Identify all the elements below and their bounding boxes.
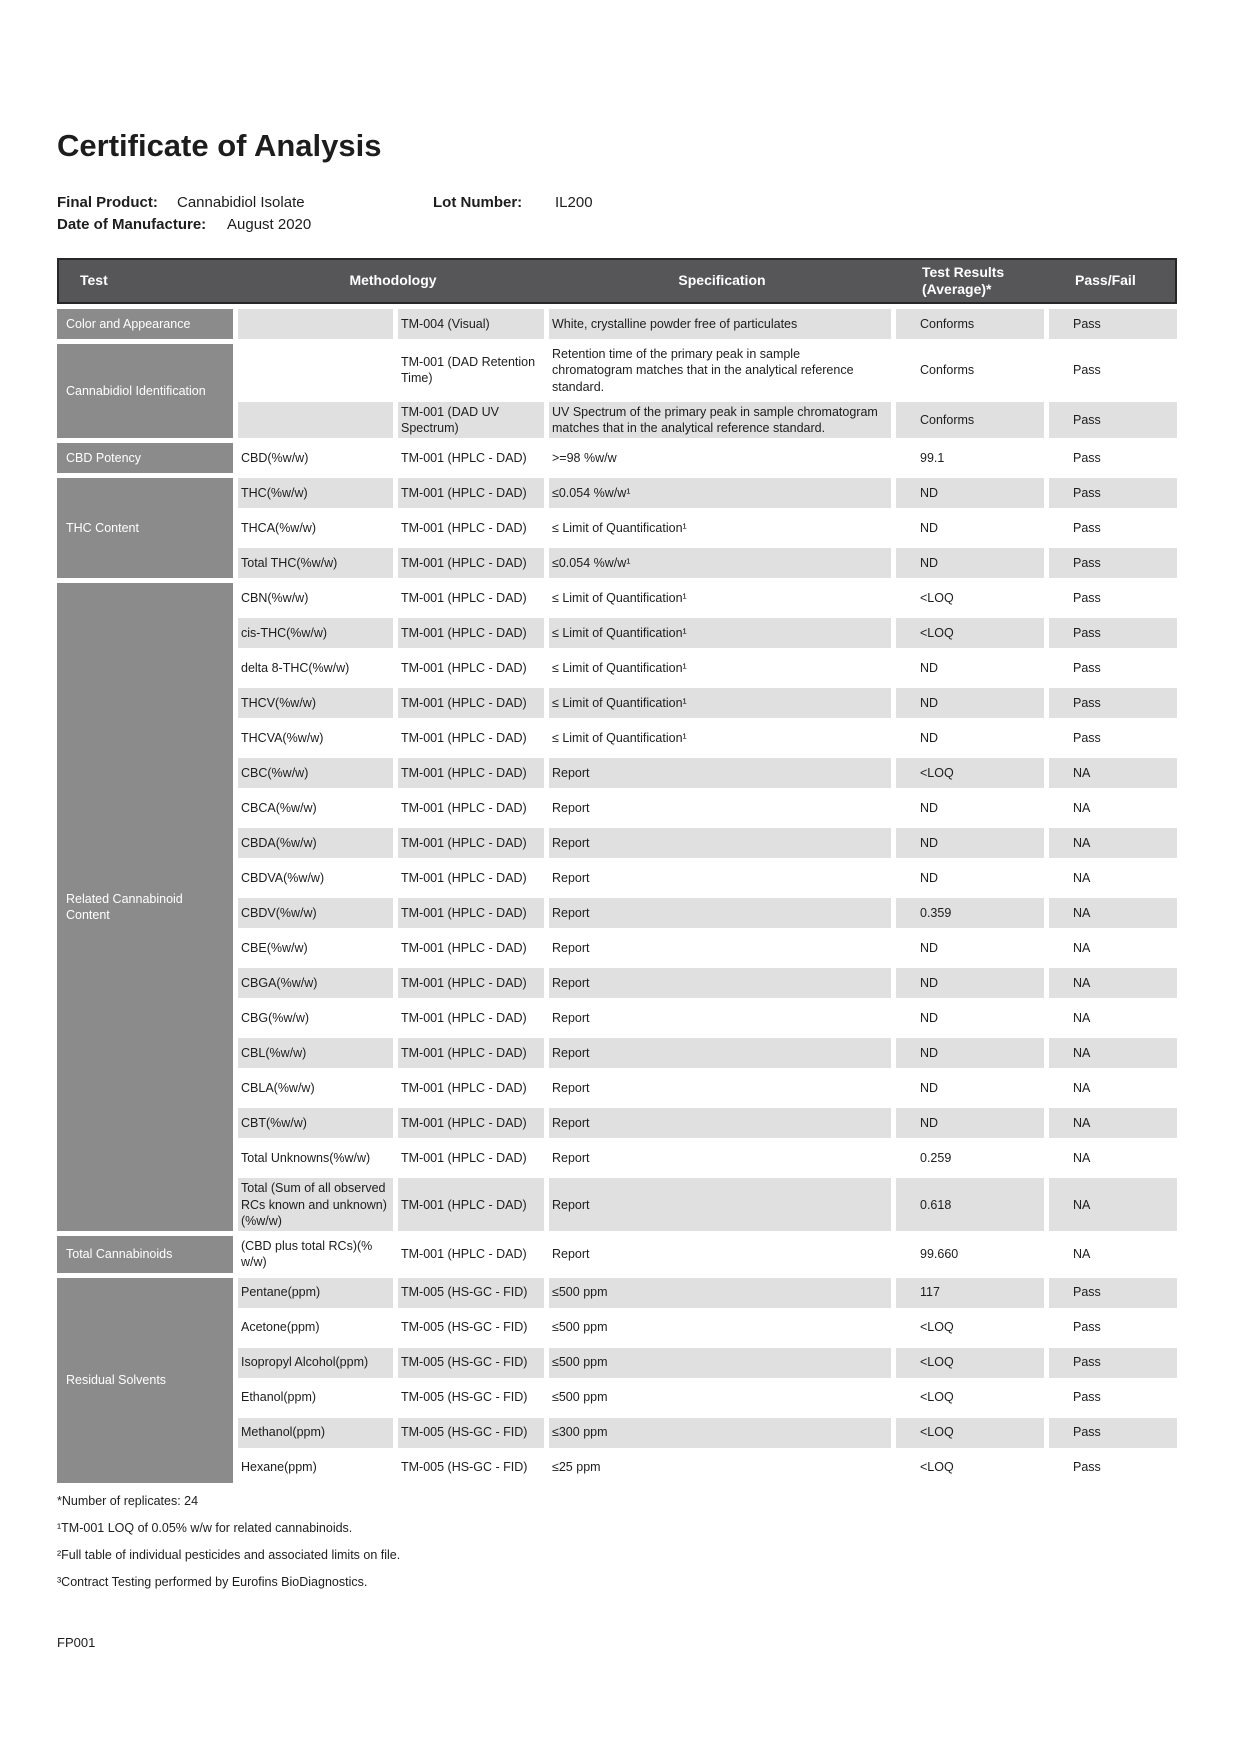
specification-cell: Retention time of the primary peak in sample chromatogram matches that in the analytical reference standard. [549,344,891,397]
lot-number-value: IL200 [555,194,593,211]
table-row [238,443,1177,473]
table-row [238,723,1177,753]
result-cell: ND [896,548,1044,578]
passfail-cell: NA [1049,1178,1177,1231]
result-cell: <LOQ [896,1383,1044,1413]
table-header [57,258,1177,304]
methodology-cell: TM-001 (HPLC - DAD) [398,618,544,648]
analyte-cell: Ethanol(ppm) [238,1383,393,1413]
page-title: Certificate of Analysis [57,128,382,163]
passfail-cell: Pass [1049,618,1177,648]
analyte-cell [238,344,393,397]
methodology-cell: TM-005 (HS-GC - FID) [398,1348,544,1378]
final-product-label: Final Product: [57,194,158,211]
table-row [238,618,1177,648]
analyte-cell: CBDV(%w/w) [238,898,393,928]
table-row [238,1278,1177,1308]
specification-cell: Report [549,1108,891,1138]
result-cell: ND [896,793,1044,823]
passfail-cell: Pass [1049,1348,1177,1378]
table-row [238,793,1177,823]
meta-row-1 [57,192,1177,214]
specification-cell: ≤ Limit of Quantification¹ [549,688,891,718]
header-test-results: Test Results (Average)* [922,263,1005,297]
passfail-cell: NA [1049,828,1177,858]
methodology-cell: TM-005 (HS-GC - FID) [398,1418,544,1448]
methodology-cell: TM-001 (HPLC - DAD) [398,688,544,718]
table-row [238,863,1177,893]
specification-cell: Report [549,828,891,858]
result-cell: <LOQ [896,1418,1044,1448]
methodology-cell: TM-001 (HPLC - DAD) [398,1236,544,1273]
passfail-cell: Pass [1049,1383,1177,1413]
passfail-cell: Pass [1049,723,1177,753]
table-row [238,1348,1177,1378]
result-cell: <LOQ [896,1313,1044,1343]
analyte-cell: CBDA(%w/w) [238,828,393,858]
methodology-cell: TM-001 (HPLC - DAD) [398,513,544,543]
test-group [57,583,1177,1231]
passfail-cell: Pass [1049,513,1177,543]
result-cell: ND [896,1073,1044,1103]
header-test: Test [80,272,108,289]
specification-cell: ≤ Limit of Quantification¹ [549,653,891,683]
specification-cell: ≤500 ppm [549,1278,891,1308]
table-row [238,548,1177,578]
table-row [238,478,1177,508]
analyte-cell: CBL(%w/w) [238,1038,393,1068]
passfail-cell: Pass [1049,1313,1177,1343]
result-cell: <LOQ [896,1348,1044,1378]
result-cell: ND [896,513,1044,543]
specification-cell: Report [549,1073,891,1103]
passfail-cell: Pass [1049,653,1177,683]
passfail-cell: NA [1049,1073,1177,1103]
test-group [57,1236,1177,1273]
table-row [238,933,1177,963]
analyte-cell: CBGA(%w/w) [238,968,393,998]
methodology-cell: TM-001 (HPLC - DAD) [398,793,544,823]
meta-row-2 [57,214,1177,236]
result-cell: ND [896,828,1044,858]
methodology-cell: TM-001 (HPLC - DAD) [398,723,544,753]
methodology-cell: TM-004 (Visual) [398,309,544,339]
analyte-cell [238,402,393,439]
result-cell: Conforms [896,344,1044,397]
form-number: FP001 [57,1634,96,1650]
date-of-manufacture-value: August 2020 [227,216,312,233]
table-row [238,513,1177,543]
header-methodology: Methodology [349,272,437,289]
methodology-cell: TM-001 (HPLC - DAD) [398,1073,544,1103]
analyte-cell: Pentane(ppm) [238,1278,393,1308]
table-row [238,1453,1177,1483]
analyte-cell: THCV(%w/w) [238,688,393,718]
result-cell: 0.359 [896,898,1044,928]
table-row [238,758,1177,788]
passfail-cell: Pass [1049,1418,1177,1448]
passfail-cell: Pass [1049,583,1177,613]
test-group [57,443,1177,473]
table-row [238,309,1177,339]
table-row [238,1418,1177,1448]
passfail-cell: NA [1049,1038,1177,1068]
result-cell: ND [896,723,1044,753]
specification-cell: Report [549,758,891,788]
passfail-cell: Pass [1049,402,1177,439]
header-specification: Specification [678,272,766,289]
passfail-cell: Pass [1049,309,1177,339]
methodology-cell: TM-001 (HPLC - DAD) [398,933,544,963]
specification-cell: ≤500 ppm [549,1348,891,1378]
result-cell: <LOQ [896,758,1044,788]
passfail-cell: NA [1049,968,1177,998]
test-group [57,309,1177,339]
table-groups [57,309,1177,1483]
specification-cell: Report [549,863,891,893]
table-row [238,1038,1177,1068]
test-group-label: Residual Solvents [57,1278,233,1483]
test-group-rows [238,583,1177,1231]
result-cell: <LOQ [896,618,1044,648]
final-product-value: Cannabidiol Isolate [177,194,305,211]
methodology-cell: TM-001 (HPLC - DAD) [398,968,544,998]
analyte-cell: Total THC(%w/w) [238,548,393,578]
test-group-rows [238,344,1177,438]
methodology-cell: TM-001 (HPLC - DAD) [398,1178,544,1231]
table-row [238,1383,1177,1413]
test-group-rows [238,1278,1177,1483]
methodology-cell: TM-005 (HS-GC - FID) [398,1453,544,1483]
methodology-cell: TM-001 (HPLC - DAD) [398,1038,544,1068]
methodology-cell: TM-001 (HPLC - DAD) [398,828,544,858]
result-cell: 99.1 [896,443,1044,473]
test-group-rows [238,443,1177,473]
result-cell: 0.259 [896,1143,1044,1173]
passfail-cell: NA [1049,1236,1177,1273]
test-group-label: Related Cannabinoid Content [57,583,233,1231]
test-group-rows [238,309,1177,339]
methodology-cell: TM-005 (HS-GC - FID) [398,1278,544,1308]
footnote-contract-testing: ³Contract Testing performed by Eurofins BioDiagnostics. [57,1575,368,1590]
result-cell: 0.618 [896,1178,1044,1231]
lot-number-label: Lot Number: [433,194,523,211]
analyte-cell: Acetone(ppm) [238,1313,393,1343]
methodology-cell: TM-001 (HPLC - DAD) [398,478,544,508]
result-cell: ND [896,653,1044,683]
table-row [238,968,1177,998]
analyte-cell: Hexane(ppm) [238,1453,393,1483]
methodology-cell: TM-001 (HPLC - DAD) [398,548,544,578]
analyte-cell [238,309,393,339]
product-meta [57,192,1177,236]
passfail-cell: Pass [1049,443,1177,473]
specification-cell: ≤300 ppm [549,1418,891,1448]
methodology-cell: TM-001 (HPLC - DAD) [398,653,544,683]
passfail-cell: NA [1049,758,1177,788]
test-group [57,344,1177,438]
table-row [238,1236,1177,1273]
test-group-rows [238,478,1177,578]
header-pass-fail: Pass/Fail [1075,272,1136,289]
table-row [238,1178,1177,1231]
passfail-cell: Pass [1049,1453,1177,1483]
table-row [238,1313,1177,1343]
analyte-cell: CBDVA(%w/w) [238,863,393,893]
specification-cell: ≤0.054 %w/w¹ [549,478,891,508]
test-group [57,1278,1177,1483]
result-cell: ND [896,1003,1044,1033]
result-cell: <LOQ [896,1453,1044,1483]
methodology-cell: TM-005 (HS-GC - FID) [398,1313,544,1343]
result-cell: 117 [896,1278,1044,1308]
specification-cell: Report [549,968,891,998]
passfail-cell: NA [1049,793,1177,823]
table-row [238,583,1177,613]
specification-cell: ≤500 ppm [549,1313,891,1343]
specification-cell: ≤ Limit of Quantification¹ [549,513,891,543]
specification-cell: Report [549,1038,891,1068]
test-group-label: Total Cannabinoids [57,1236,233,1273]
table-row [238,402,1177,439]
specification-cell: ≤500 ppm [549,1383,891,1413]
result-cell: ND [896,968,1044,998]
methodology-cell: TM-001 (HPLC - DAD) [398,758,544,788]
table-row [238,1003,1177,1033]
result-cell: ND [896,478,1044,508]
table-row [238,1108,1177,1138]
analyte-cell: CBC(%w/w) [238,758,393,788]
footnotes [57,1493,1177,1591]
footnote-pesticides: ²Full table of individual pesticides and associated limits on file. [57,1548,401,1562]
table-row [238,344,1177,397]
analyte-cell: CBD(%w/w) [238,443,393,473]
result-cell: Conforms [896,309,1044,339]
analyte-cell: Methanol(ppm) [238,1418,393,1448]
results-table [57,258,1177,1483]
test-group-rows [238,1236,1177,1273]
result-cell: ND [896,1038,1044,1068]
test-group-label: CBD Potency [57,443,233,473]
passfail-cell: NA [1049,1108,1177,1138]
table-row [238,653,1177,683]
specification-cell: Report [549,1178,891,1231]
specification-cell: Report [549,793,891,823]
specification-cell: ≤ Limit of Quantification¹ [549,618,891,648]
methodology-cell: TM-001 (HPLC - DAD) [398,1108,544,1138]
specification-cell: Report [549,898,891,928]
result-cell: <LOQ [896,583,1044,613]
analyte-cell: cis-THC(%w/w) [238,618,393,648]
specification-cell: ≤ Limit of Quantification¹ [549,583,891,613]
result-cell: 99.660 [896,1236,1044,1273]
specification-cell: ≤25 ppm [549,1453,891,1483]
result-cell: Conforms [896,402,1044,439]
test-group-label: THC Content [57,478,233,578]
analyte-cell: Isopropyl Alcohol(ppm) [238,1348,393,1378]
specification-cell: UV Spectrum of the primary peak in sample chromatogram matches that in the analytical reference standard. [549,402,891,439]
analyte-cell: THC(%w/w) [238,478,393,508]
specification-cell: Report [549,1236,891,1273]
specification-cell: ≤0.054 %w/w¹ [549,548,891,578]
table-row [238,898,1177,928]
passfail-cell: NA [1049,1143,1177,1173]
specification-cell: >=98 %w/w [549,443,891,473]
specification-cell: Report [549,933,891,963]
analyte-cell: Total Unknowns(%w/w) [238,1143,393,1173]
analyte-cell: Total (Sum of all observed RCs known and unknown) (%w/w) [238,1178,393,1231]
analyte-cell: CBG(%w/w) [238,1003,393,1033]
analyte-cell: (CBD plus total RCs)(% w/w) [238,1236,393,1273]
passfail-cell: NA [1049,898,1177,928]
test-group-label: Cannabidiol Identification [57,344,233,438]
specification-cell: Report [549,1003,891,1033]
result-cell: ND [896,863,1044,893]
passfail-cell: Pass [1049,344,1177,397]
analyte-cell: CBN(%w/w) [238,583,393,613]
passfail-cell: Pass [1049,1278,1177,1308]
specification-cell: White, crystalline powder free of particulates [549,309,891,339]
test-group [57,478,1177,578]
passfail-cell: NA [1049,933,1177,963]
methodology-cell: TM-001 (HPLC - DAD) [398,863,544,893]
table-row [238,1143,1177,1173]
methodology-cell: TM-001 (DAD Retention Time) [398,344,544,397]
methodology-cell: TM-001 (HPLC - DAD) [398,1143,544,1173]
analyte-cell: CBCA(%w/w) [238,793,393,823]
result-cell: ND [896,688,1044,718]
specification-cell: Report [549,1143,891,1173]
analyte-cell: delta 8-THC(%w/w) [238,653,393,683]
passfail-cell: NA [1049,1003,1177,1033]
analyte-cell: CBT(%w/w) [238,1108,393,1138]
result-cell: ND [896,933,1044,963]
table-row [238,688,1177,718]
table-row [238,828,1177,858]
methodology-cell: TM-001 (HPLC - DAD) [398,898,544,928]
date-of-manufacture-label: Date of Manufacture: [57,216,207,233]
passfail-cell: Pass [1049,688,1177,718]
table-row [238,1073,1177,1103]
footnote-loq: ¹TM-001 LOQ of 0.05% w/w for related cannabinoids. [57,1520,353,1535]
result-cell: ND [896,1108,1044,1138]
specification-cell: ≤ Limit of Quantification¹ [549,723,891,753]
analyte-cell: THCVA(%w/w) [238,723,393,753]
passfail-cell: Pass [1049,478,1177,508]
methodology-cell: TM-001 (HPLC - DAD) [398,1003,544,1033]
methodology-cell: TM-001 (HPLC - DAD) [398,443,544,473]
passfail-cell: NA [1049,863,1177,893]
footnote-replicates: *Number of replicates: 24 [57,1493,199,1508]
analyte-cell: CBLA(%w/w) [238,1073,393,1103]
analyte-cell: THCA(%w/w) [238,513,393,543]
methodology-cell: TM-005 (HS-GC - FID) [398,1383,544,1413]
passfail-cell: Pass [1049,548,1177,578]
analyte-cell: CBE(%w/w) [238,933,393,963]
methodology-cell: TM-001 (HPLC - DAD) [398,583,544,613]
test-group-label: Color and Appearance [57,309,233,339]
methodology-cell: TM-001 (DAD UV Spectrum) [398,402,544,439]
